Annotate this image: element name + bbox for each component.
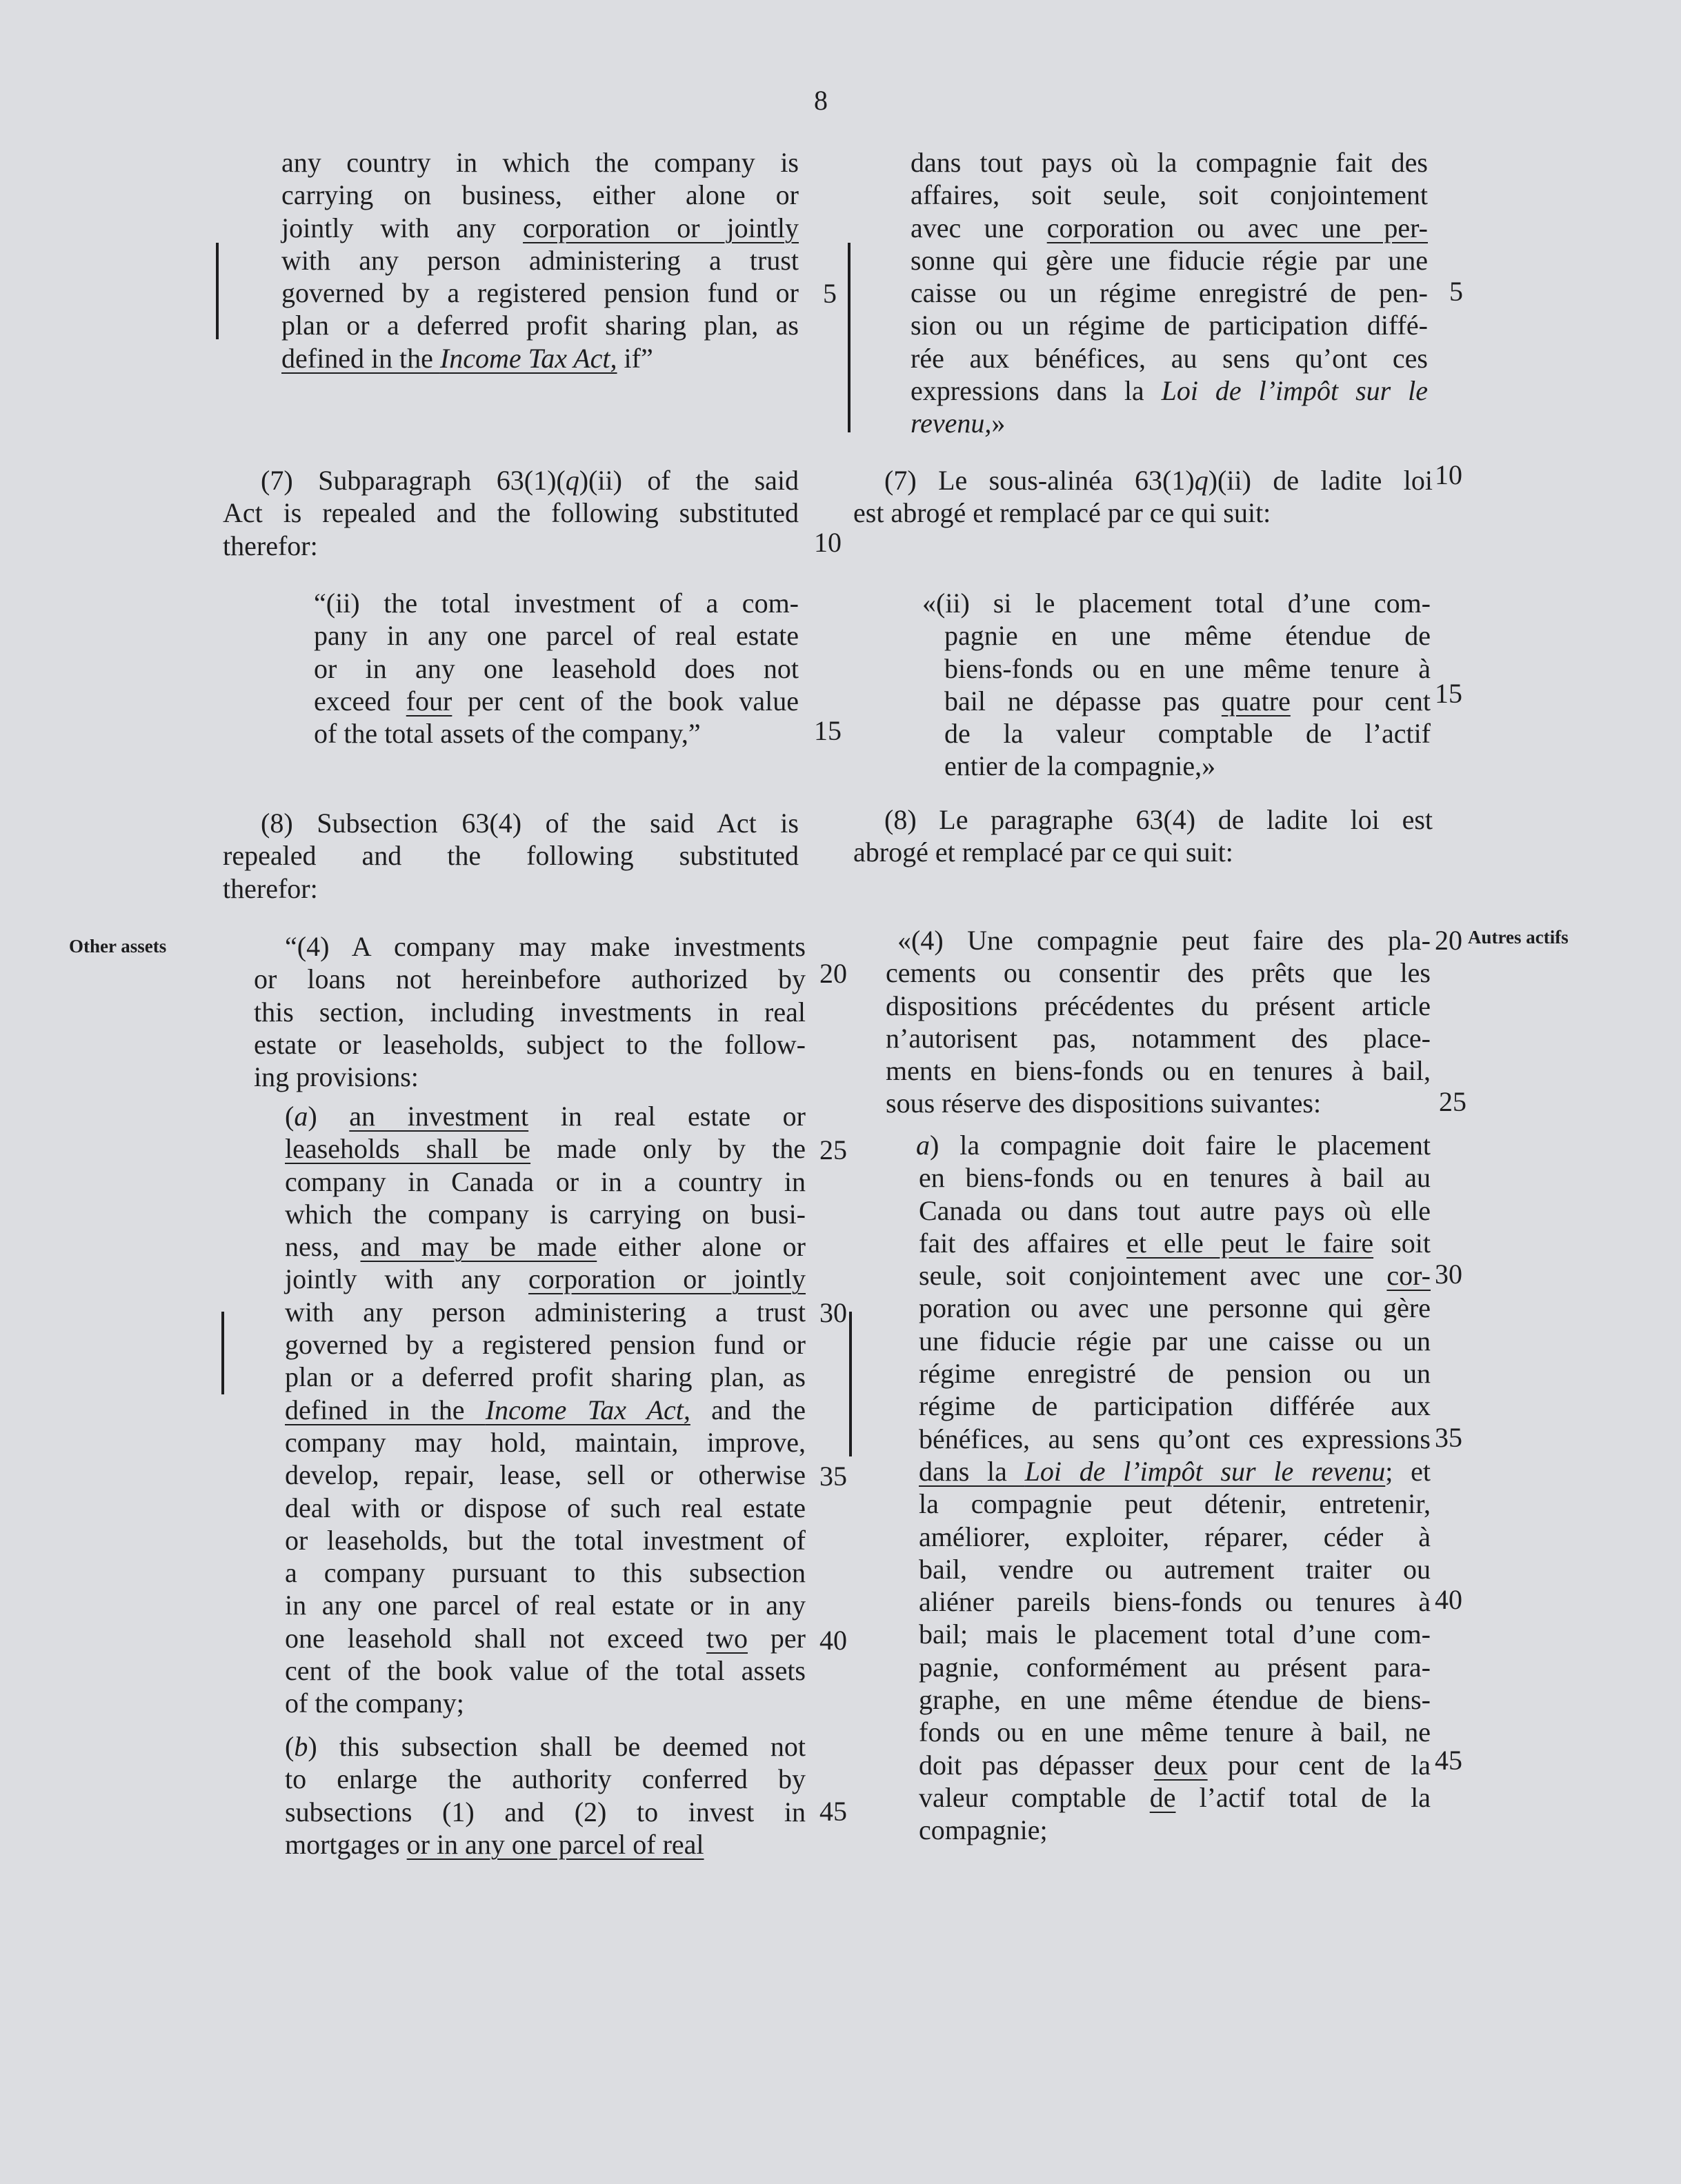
en-line-number-35: 35	[819, 1461, 847, 1492]
fr-quote-8: «(4) Une compagnie peut faire des pla- cements ou consentir des prêts que les dispositions précédentes du présent article n’autorisent pas, notamment des place- ments en biens-fonds ou en tenures à bail, sous réserve des dispositions suivantes:	[886, 925, 1431, 1119]
en-line-number-25: 25	[819, 1134, 847, 1165]
en-quote-8: “(4) A company may make investments or loans not hereinbefore authorized by this section, including investments in real estate or leaseholds, subject to the follow- ing provisions:	[254, 931, 806, 1093]
fr-line-number-25: 25	[1439, 1086, 1466, 1117]
en-revision-bar-mid	[221, 1312, 224, 1394]
en-paragraph-a: (a) an investment in real estate or leaseholds shall be made only by the company in Canada or in a country in which the company is carrying on busi- ness, and may be made either alone or jointly with any corporation or jointly with any person administering a trust governed by a registered pension fund or plan or a deferred profit sharing plan, as defined in the Income Tax Act, and the company may hold, maintain, improve, develop, repair, lease, sell or otherwise deal with or dispose of such real estate or leaseholds, but the total investment of a company pursuant to this subsection in any one parcel of real estate or in any one leasehold shall not exceed two per cent of the book value of the total assets of the company;	[285, 1101, 806, 1719]
fr-line-number-5: 5	[1449, 276, 1463, 307]
margin-note-fr: Autres actifs	[1468, 927, 1569, 948]
en-line-number-40: 40	[819, 1625, 847, 1656]
page-number: 8	[814, 85, 828, 116]
en-line-number-30: 30	[819, 1297, 847, 1328]
fr-subsection-7: (7) Le sous-alinéa 63(1)q)(ii) de ladite loi est abrogé et remplacé par ce qui suit:	[853, 465, 1433, 529]
margin-note-en: Other assets	[69, 936, 167, 956]
en-subsection-8: (8) Subsection 63(4) of the said Act is repealed and the following substituted therefor:	[223, 808, 799, 904]
en-continuation: any country in which the company is carrying on business, either alone or jointly with any corporation or jointly with any person administering a trust governed by a registered pension fund or plan or a deferred profit sharing plan, as defined in the Income Tax Act, if”	[281, 147, 799, 374]
fr-revision-bar-top	[848, 243, 851, 432]
en-paragraph-b: (b) this subsection shall be deemed not to enlarge the authority conferred by subsections (1) and (2) to invest in mortgages or in any one parcel of real	[285, 1731, 806, 1860]
fr-continuation: dans tout pays où la compagnie fait des affaires, soit seule, soit conjointement avec une corporation ou avec une per- sonne qui gère une fiducie régie par une caisse ou un régime enregistré de pen- sion ou un régime de participation diffé- rée aux bénéfices, au sens qu’ont ces expressions dans la Loi de l’impôt sur le revenu,»	[911, 147, 1429, 439]
en-line-number-15: 15	[814, 715, 842, 746]
fr-line-number-30: 30	[1435, 1259, 1462, 1290]
en-subsection-7: (7) Subparagraph 63(1)(q)(ii) of the said Act is repealed and the following substituted therefor:	[223, 465, 799, 561]
fr-line-number-40: 40	[1435, 1584, 1462, 1615]
en-quote-7: “(ii) the total investment of a com- pany in any one parcel of real estate or in any one leasehold does not exceed four per cent of the book value of the total assets of the company,”	[314, 588, 799, 750]
fr-subsection-8: (8) Le paragraphe 63(4) de ladite loi est abrogé et remplacé par ce qui suit:	[853, 804, 1433, 868]
fr-line-number-35: 35	[1435, 1422, 1462, 1453]
fr-line-number-15: 15	[1435, 678, 1462, 709]
fr-quote-7: «(ii) si le placement total d’une com- pagnie en une même étendue de biens-fonds ou en une même tenure à bail ne dépasse pas quatre pour cent de la valeur comptable de l’actif entier de la compagnie,»	[922, 588, 1431, 782]
fr-line-number-45: 45	[1435, 1745, 1462, 1776]
en-revision-bar-top	[216, 243, 219, 339]
fr-paragraph-a: a) la compagnie doit faire le placement en biens-fonds ou en tenures à bail au Canada ou dans tout autre pays où elle fait des affaires et elle peut le faire soit seule, soit conjointement avec une cor- poration ou avec une personne qui gère une fiducie régie par une caisse ou un régime enregistré de pension ou un régime de participation différée aux bénéfices, au sens qu’ont ces expressions dans la Loi de l’impôt sur le revenu; et la compagnie peut détenir, entretenir, améliorer, exploiter, réparer, céder à bail, vendre ou autrement traiter ou aliéner pareils biens-fonds ou tenures à bail; mais le placement total d’une com- pagnie, conformément au présent para- graphe, en une même étendue de biens- fonds ou en une même tenure à bail, ne doit pas dépasser deux pour cent de la valeur comptable de l’actif total de la compagnie;	[916, 1130, 1431, 1846]
fr-line-number-10: 10	[1435, 459, 1462, 490]
en-line-number-10: 10	[814, 527, 842, 558]
fr-line-number-20: 20	[1435, 925, 1462, 956]
en-line-number-45: 45	[819, 1796, 847, 1827]
en-line-number-5: 5	[823, 278, 837, 309]
fr-revision-bar-mid	[849, 1312, 852, 1456]
en-line-number-20: 20	[819, 958, 847, 989]
